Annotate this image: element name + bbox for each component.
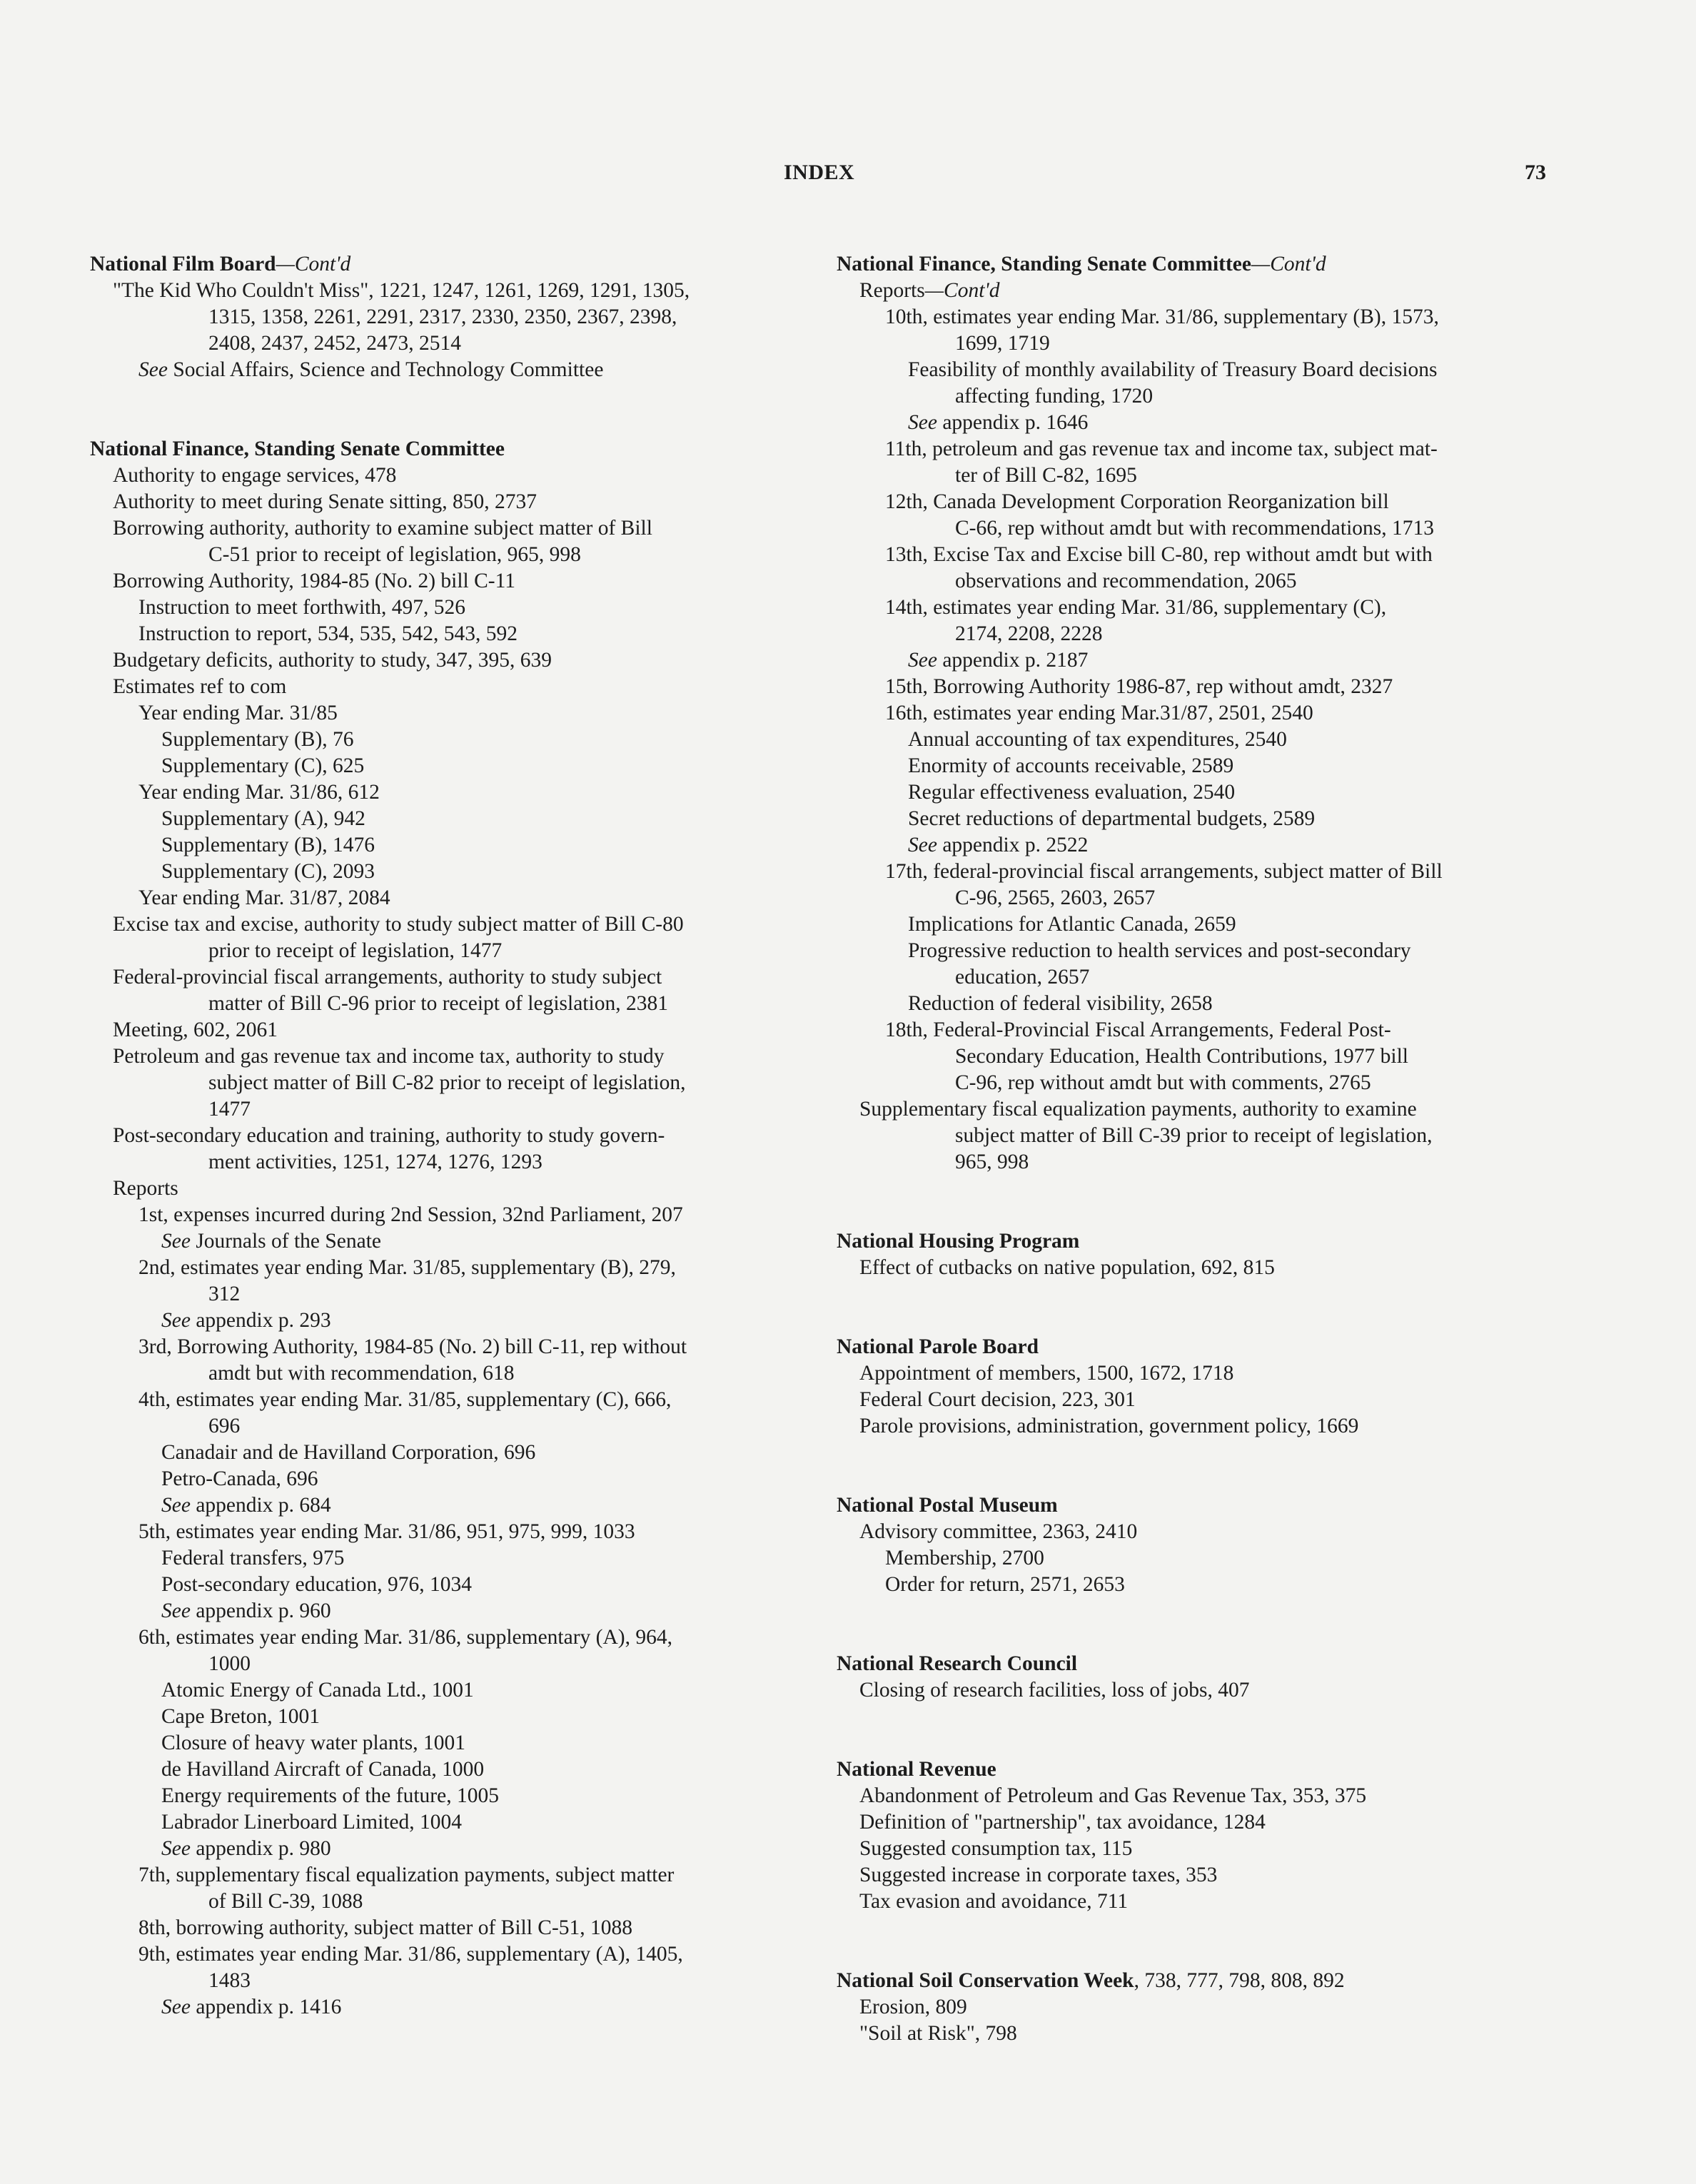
see-reference: See appendix p. 1416 — [161, 1996, 342, 2018]
index-line: C-66, rep without amdt but with recommendations, 1713 — [955, 517, 1435, 540]
entry-heading-film-board: National Film Board—Cont'd — [90, 253, 351, 275]
entry-heading-housing: National Housing Program — [837, 1230, 1080, 1253]
left-column — [90, 251, 804, 2021]
index-line: 1000 — [208, 1652, 251, 1675]
index-line: Supplementary (C), 2093 — [161, 860, 375, 883]
index-line: subject matter of Bill C-82 prior to receipt of legislation, — [208, 1071, 686, 1094]
index-line: Supplementary (B), 76 — [161, 728, 354, 751]
index-line: 6th, estimates year ending Mar. 31/86, supplementary (A), 964, — [138, 1626, 672, 1649]
index-line: Order for return, 2571, 2653 — [885, 1573, 1125, 1596]
entry-heading-parole-board: National Parole Board — [837, 1335, 1039, 1358]
index-line: Suggested consumption tax, 115 — [859, 1837, 1133, 1860]
index-line: Excise tax and excise, authority to study subject matter of Bill C-80 — [113, 913, 684, 936]
see-reference: See Journals of the Senate — [161, 1230, 382, 1253]
index-line: de Havilland Aircraft of Canada, 1000 — [161, 1758, 485, 1781]
page-header-title: INDEX — [784, 161, 855, 184]
index-line: 1st, expenses incurred during 2nd Session, 32nd Parliament, 207 — [138, 1203, 683, 1226]
index-line: of Bill C-39, 1088 — [208, 1890, 363, 1913]
see-reference: See appendix p. 2522 — [908, 834, 1089, 856]
index-line: Canadair and de Havilland Corporation, 696 — [161, 1441, 536, 1464]
index-line: Erosion, 809 — [859, 1996, 967, 2018]
index-line: "The Kid Who Couldn't Miss", 1221, 1247, 1261, 1269, 1291, 1305, — [113, 279, 690, 302]
index-line: Estimates ref to com — [113, 675, 287, 698]
index-line: Appointment of members, 1500, 1672, 1718 — [859, 1362, 1234, 1385]
index-line: ment activities, 1251, 1274, 1276, 1293 — [208, 1151, 542, 1173]
index-line: 4th, estimates year ending Mar. 31/85, supplementary (C), 666, — [138, 1388, 672, 1411]
index-line: Instruction to report, 534, 535, 542, 543, 592 — [138, 622, 518, 645]
index-line: Suggested increase in corporate taxes, 353 — [859, 1864, 1218, 1886]
index-line: Energy requirements of the future, 1005 — [161, 1784, 499, 1807]
index-line: 11th, petroleum and gas revenue tax and income tax, subject mat- — [885, 438, 1438, 460]
index-line: 2408, 2437, 2452, 2473, 2514 — [208, 332, 461, 355]
index-line: C-51 prior to receipt of legislation, 965, 998 — [208, 543, 581, 566]
index-line: Progressive reduction to health services and post-secondary — [908, 939, 1411, 962]
index-line: 10th, estimates year ending Mar. 31/86, supplementary (B), 1573, — [885, 305, 1439, 328]
index-line: 965, 998 — [955, 1151, 1029, 1173]
index-line: Closing of research facilities, loss of jobs, 407 — [859, 1679, 1250, 1702]
index-line: Petroleum and gas revenue tax and income tax, authority to study — [113, 1045, 665, 1068]
index-line: 18th, Federal-Provincial Fiscal Arrangements, Federal Post- — [885, 1018, 1391, 1041]
index-line: Secondary Education, Health Contributions, 1977 bill — [955, 1045, 1408, 1068]
page-number: 73 — [1525, 161, 1546, 184]
index-line: 7th, supplementary fiscal equalization payments, subject matter — [138, 1864, 675, 1886]
index-line: 1699, 1719 — [955, 332, 1050, 355]
see-reference: See appendix p. 293 — [161, 1309, 331, 1332]
index-line: 696 — [208, 1415, 241, 1437]
index-line: 312 — [208, 1283, 241, 1305]
index-line: 9th, estimates year ending Mar. 31/86, supplementary (A), 1405, — [138, 1943, 683, 1966]
index-line: Regular effectiveness evaluation, 2540 — [908, 781, 1236, 804]
index-line: 14th, estimates year ending Mar. 31/86, supplementary (C), — [885, 596, 1387, 619]
index-line: Reports — [113, 1177, 178, 1200]
index-line: amdt but with recommendation, 618 — [208, 1362, 515, 1385]
index-line: Closure of heavy water plants, 1001 — [161, 1731, 466, 1754]
index-line: 1477 — [208, 1098, 251, 1121]
index-line: Parole provisions, administration, government policy, 1669 — [859, 1415, 1359, 1437]
see-reference: See appendix p. 980 — [161, 1837, 331, 1860]
index-line: 3rd, Borrowing Authority, 1984-85 (No. 2) bill C-11, rep without — [138, 1335, 687, 1358]
index-line: Labrador Linerboard Limited, 1004 — [161, 1811, 463, 1834]
index-line: Year ending Mar. 31/87, 2084 — [138, 886, 390, 909]
index-line: Tax evasion and avoidance, 711 — [859, 1890, 1129, 1913]
index-line: Membership, 2700 — [885, 1547, 1044, 1569]
index-line: Authority to meet during Senate sitting, 850, 2737 — [113, 490, 537, 513]
index-line: Supplementary (B), 1476 — [161, 834, 375, 856]
index-line: Supplementary (A), 942 — [161, 807, 365, 830]
index-line: 2174, 2208, 2228 — [955, 622, 1103, 645]
entry-heading-soil-conservation: National Soil Conservation Week, 738, 777, 798, 808, 892 — [837, 1969, 1345, 1992]
index-line: C-96, 2565, 2603, 2657 — [955, 886, 1156, 909]
index-line: 1315, 1358, 2261, 2291, 2317, 2330, 2350, 2367, 2398, — [208, 305, 677, 328]
index-line: Abandonment of Petroleum and Gas Revenue Tax, 353, 375 — [859, 1784, 1367, 1807]
see-reference: See appendix p. 684 — [161, 1494, 331, 1517]
index-line: 16th, estimates year ending Mar.31/87, 2501, 2540 — [885, 702, 1313, 724]
index-line: Meeting, 602, 2061 — [113, 1018, 278, 1041]
index-line: Federal transfers, 975 — [161, 1547, 345, 1569]
index-line: Federal Court decision, 223, 301 — [859, 1388, 1136, 1411]
index-line: C-96, rep without amdt but with comments, 2765 — [955, 1071, 1371, 1094]
entry-heading-postal-museum: National Postal Museum — [837, 1494, 1058, 1517]
index-line: 12th, Canada Development Corporation Reorganization bill — [885, 490, 1389, 513]
index-line: 8th, borrowing authority, subject matter of Bill C-51, 1088 — [138, 1916, 633, 1939]
index-line: Supplementary (C), 625 — [161, 754, 365, 777]
index-line: Post-secondary education, 976, 1034 — [161, 1573, 473, 1596]
index-line: Year ending Mar. 31/85 — [138, 702, 338, 724]
index-line: Advisory committee, 2363, 2410 — [859, 1520, 1138, 1543]
index-line: Instruction to meet forthwith, 497, 526 — [138, 596, 465, 619]
index-line: matter of Bill C-96 prior to receipt of legislation, 2381 — [208, 992, 668, 1015]
index-line: 17th, federal-provincial fiscal arrangements, subject matter of Bill — [885, 860, 1443, 883]
index-line: subject matter of Bill C-39 prior to receipt of legislation, — [955, 1124, 1433, 1147]
index-line: prior to receipt of legislation, 1477 — [208, 939, 503, 962]
index-line: Effect of cutbacks on native population, 692, 815 — [859, 1256, 1275, 1279]
left-entry-list — [90, 462, 804, 2021]
index-line: 2nd, estimates year ending Mar. 31/85, supplementary (B), 279, — [138, 1256, 676, 1279]
index-line: Cape Breton, 1001 — [161, 1705, 320, 1728]
see-reference: See appendix p. 960 — [161, 1599, 331, 1622]
index-line: ter of Bill C-82, 1695 — [955, 464, 1137, 487]
entry-heading-national-revenue: National Revenue — [837, 1758, 996, 1781]
index-line: 15th, Borrowing Authority 1986-87, rep without amdt, 2327 — [885, 675, 1393, 698]
see-reference: See Social Affairs, Science and Technology Committee — [138, 358, 604, 381]
index-line: "Soil at Risk", 798 — [859, 2022, 1017, 2045]
entry-heading-finance-committee: National Finance, Standing Senate Committee — [90, 438, 505, 460]
index-line: Post-secondary education and training, authority to study govern- — [113, 1124, 665, 1147]
index-line: education, 2657 — [955, 966, 1090, 989]
index-line: Definition of "partnership", tax avoidance, 1284 — [859, 1811, 1266, 1834]
index-line: Reduction of federal visibility, 2658 — [908, 992, 1213, 1015]
index-line: Petro-Canada, 696 — [161, 1467, 318, 1490]
see-reference: See appendix p. 1646 — [908, 411, 1089, 434]
index-line: Secret reductions of departmental budgets, 2589 — [908, 807, 1316, 830]
see-reference: See appendix p. 2187 — [908, 649, 1089, 672]
index-line: Enormity of accounts receivable, 2589 — [908, 754, 1234, 777]
right-column — [837, 251, 1550, 2047]
index-line: affecting funding, 1720 — [955, 385, 1154, 408]
entry-heading-finance-committee-contd: National Finance, Standing Senate Committee—Cont'd — [837, 253, 1326, 275]
entry-heading-research-council: National Research Council — [837, 1652, 1078, 1675]
index-line: Supplementary fiscal equalization payments, authority to examine — [859, 1098, 1417, 1121]
index-line: Feasibility of monthly availability of Treasury Board decisions — [908, 358, 1438, 381]
index-line: Annual accounting of tax expenditures, 2540 — [908, 728, 1287, 751]
index-line: 13th, Excise Tax and Excise bill C-80, rep without amdt but with — [885, 543, 1433, 566]
index-line: Budgetary deficits, authority to study, 347, 395, 639 — [113, 649, 552, 672]
index-line: Atomic Energy of Canada Ltd., 1001 — [161, 1679, 474, 1702]
index-line: Authority to engage services, 478 — [113, 464, 397, 487]
index-line: Borrowing authority, authority to examine subject matter of Bill — [113, 517, 652, 540]
index-line: 1483 — [208, 1969, 251, 1992]
index-line: Reports—Cont'd — [859, 279, 1000, 302]
right-entry-list — [837, 304, 1550, 1176]
index-line: 5th, estimates year ending Mar. 31/86, 951, 975, 999, 1033 — [138, 1520, 635, 1543]
index-line: Implications for Atlantic Canada, 2659 — [908, 913, 1236, 936]
index-line: Federal-provincial fiscal arrangements, authority to study subject — [113, 966, 662, 989]
index-line: Borrowing Authority, 1984-85 (No. 2) bill C-11 — [113, 570, 516, 592]
index-line: Year ending Mar. 31/86, 612 — [138, 781, 380, 804]
index-line: observations and recommendation, 2065 — [955, 570, 1297, 592]
